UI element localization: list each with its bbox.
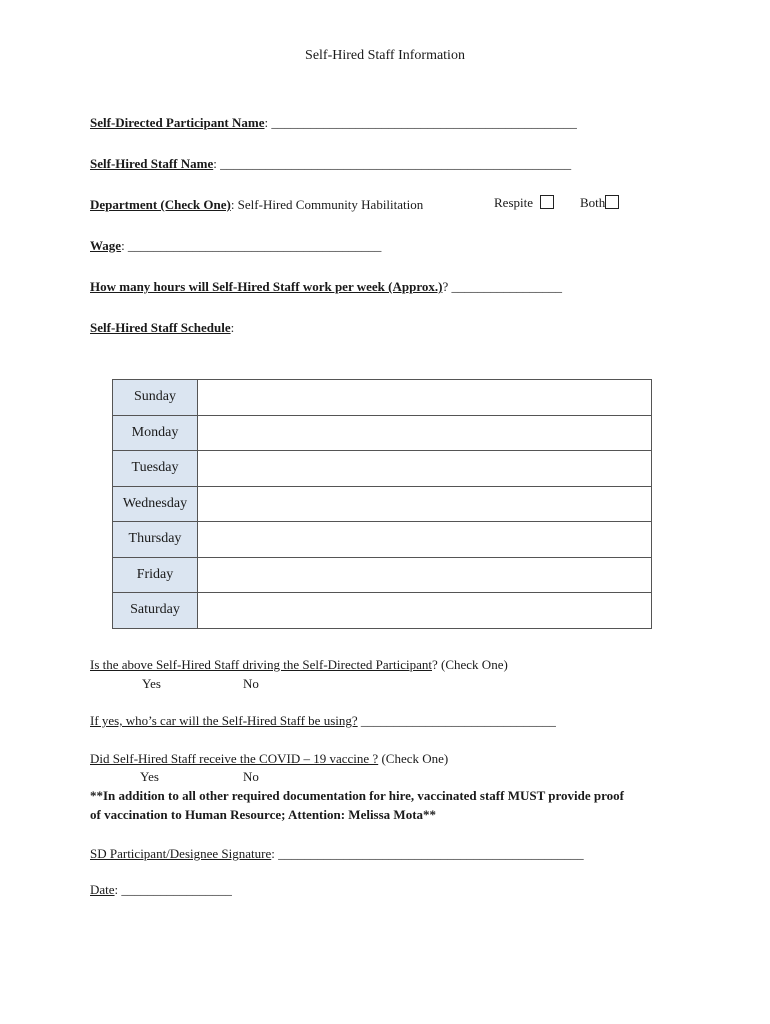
- driving-question: [90, 657, 508, 673]
- day-label: Saturday: [113, 593, 198, 629]
- day-label: Friday: [113, 557, 198, 593]
- date-field[interactable]: [90, 882, 232, 898]
- car-question-text: If yes, who’s car will the Self-Hired Staff be using?: [90, 713, 358, 728]
- day-label: Wednesday: [113, 486, 198, 522]
- schedule-label: Self-Hired Staff Schedule: [90, 320, 231, 335]
- driving-yes-option[interactable]: Yes: [142, 676, 161, 691]
- participant-name-blank[interactable]: : _______________________________________________: [264, 115, 577, 130]
- car-blank[interactable]: ______________________________: [357, 713, 556, 728]
- schedule-entry-wednesday[interactable]: [198, 486, 652, 522]
- schedule-entry-tuesday[interactable]: [198, 451, 652, 487]
- hours-blank[interactable]: ? _________________: [442, 279, 562, 294]
- covid-question-suffix: (Check One): [378, 751, 449, 766]
- schedule-row-wednesday: [113, 486, 652, 522]
- both-label: Both: [580, 195, 606, 210]
- schedule-entry-friday[interactable]: [198, 557, 652, 593]
- day-label: Tuesday: [113, 451, 198, 487]
- schedule-row-friday: [113, 557, 652, 593]
- schedule-row-sunday: [113, 380, 652, 416]
- schedule-colon: :: [230, 320, 235, 335]
- department-option-both[interactable]: [580, 195, 619, 211]
- schedule-row-thursday: [113, 522, 652, 558]
- schedule-row-saturday: [113, 593, 652, 629]
- department-option-community-habilitation: : Self-Hired Community Habilitation: [230, 197, 424, 212]
- staff-name-field[interactable]: [90, 156, 571, 172]
- driving-no-option[interactable]: No: [243, 676, 259, 691]
- date-label: Date: [90, 882, 115, 897]
- staff-name-blank[interactable]: : ______________________________________________________: [213, 156, 572, 171]
- respite-label: Respite: [494, 195, 533, 210]
- hours-field[interactable]: [90, 279, 562, 295]
- department-label: Department (Check One): [90, 197, 231, 212]
- car-question[interactable]: [90, 713, 556, 729]
- day-label: Monday: [113, 415, 198, 451]
- covid-question-text: Did Self-Hired Staff receive the COVID – 19 vaccine ?: [90, 751, 379, 766]
- schedule-heading: [90, 320, 234, 336]
- schedule-table: [112, 379, 652, 629]
- staff-name-label: Self-Hired Staff Name: [90, 156, 214, 171]
- day-label: Sunday: [113, 380, 198, 416]
- schedule-row-monday: [113, 415, 652, 451]
- signature-label: SD Participant/Designee Signature: [90, 846, 272, 861]
- department-field: [90, 197, 423, 213]
- covid-yes-option[interactable]: Yes: [140, 769, 159, 784]
- wage-label: Wage: [90, 238, 122, 253]
- signature-field[interactable]: [90, 846, 584, 862]
- respite-checkbox[interactable]: [540, 195, 554, 209]
- both-checkbox[interactable]: [605, 195, 619, 209]
- schedule-entry-sunday[interactable]: [198, 380, 652, 416]
- participant-name-label: Self-Directed Participant Name: [90, 115, 265, 130]
- covid-no-option[interactable]: No: [243, 769, 259, 784]
- schedule-row-tuesday: [113, 451, 652, 487]
- schedule-entry-monday[interactable]: [198, 415, 652, 451]
- wage-blank[interactable]: : _______________________________________: [121, 238, 382, 253]
- vaccination-notice-line2: of vaccination to Human Resource; Attention: Melissa Mota**: [90, 807, 437, 822]
- day-label: Thursday: [113, 522, 198, 558]
- signature-blank[interactable]: : _______________________________________________: [271, 846, 584, 861]
- wage-field[interactable]: [90, 238, 381, 254]
- date-blank[interactable]: : _________________: [114, 882, 232, 897]
- covid-question: [90, 751, 448, 767]
- hours-label: How many hours will Self-Hired Staff work per week (Approx.): [90, 279, 443, 294]
- department-option-respite[interactable]: [494, 195, 554, 211]
- schedule-entry-saturday[interactable]: [198, 593, 652, 629]
- participant-name-field[interactable]: [90, 115, 577, 131]
- form-title: Self-Hired Staff Information: [305, 48, 465, 63]
- driving-question-text: Is the above Self-Hired Staff driving the Self-Directed Participant: [90, 657, 432, 672]
- driving-question-suffix: ? (Check One): [432, 657, 508, 672]
- schedule-entry-thursday[interactable]: [198, 522, 652, 558]
- vaccination-notice-line1: **In addition to all other required documentation for hire, vaccinated staff MUST provide proof: [90, 788, 624, 803]
